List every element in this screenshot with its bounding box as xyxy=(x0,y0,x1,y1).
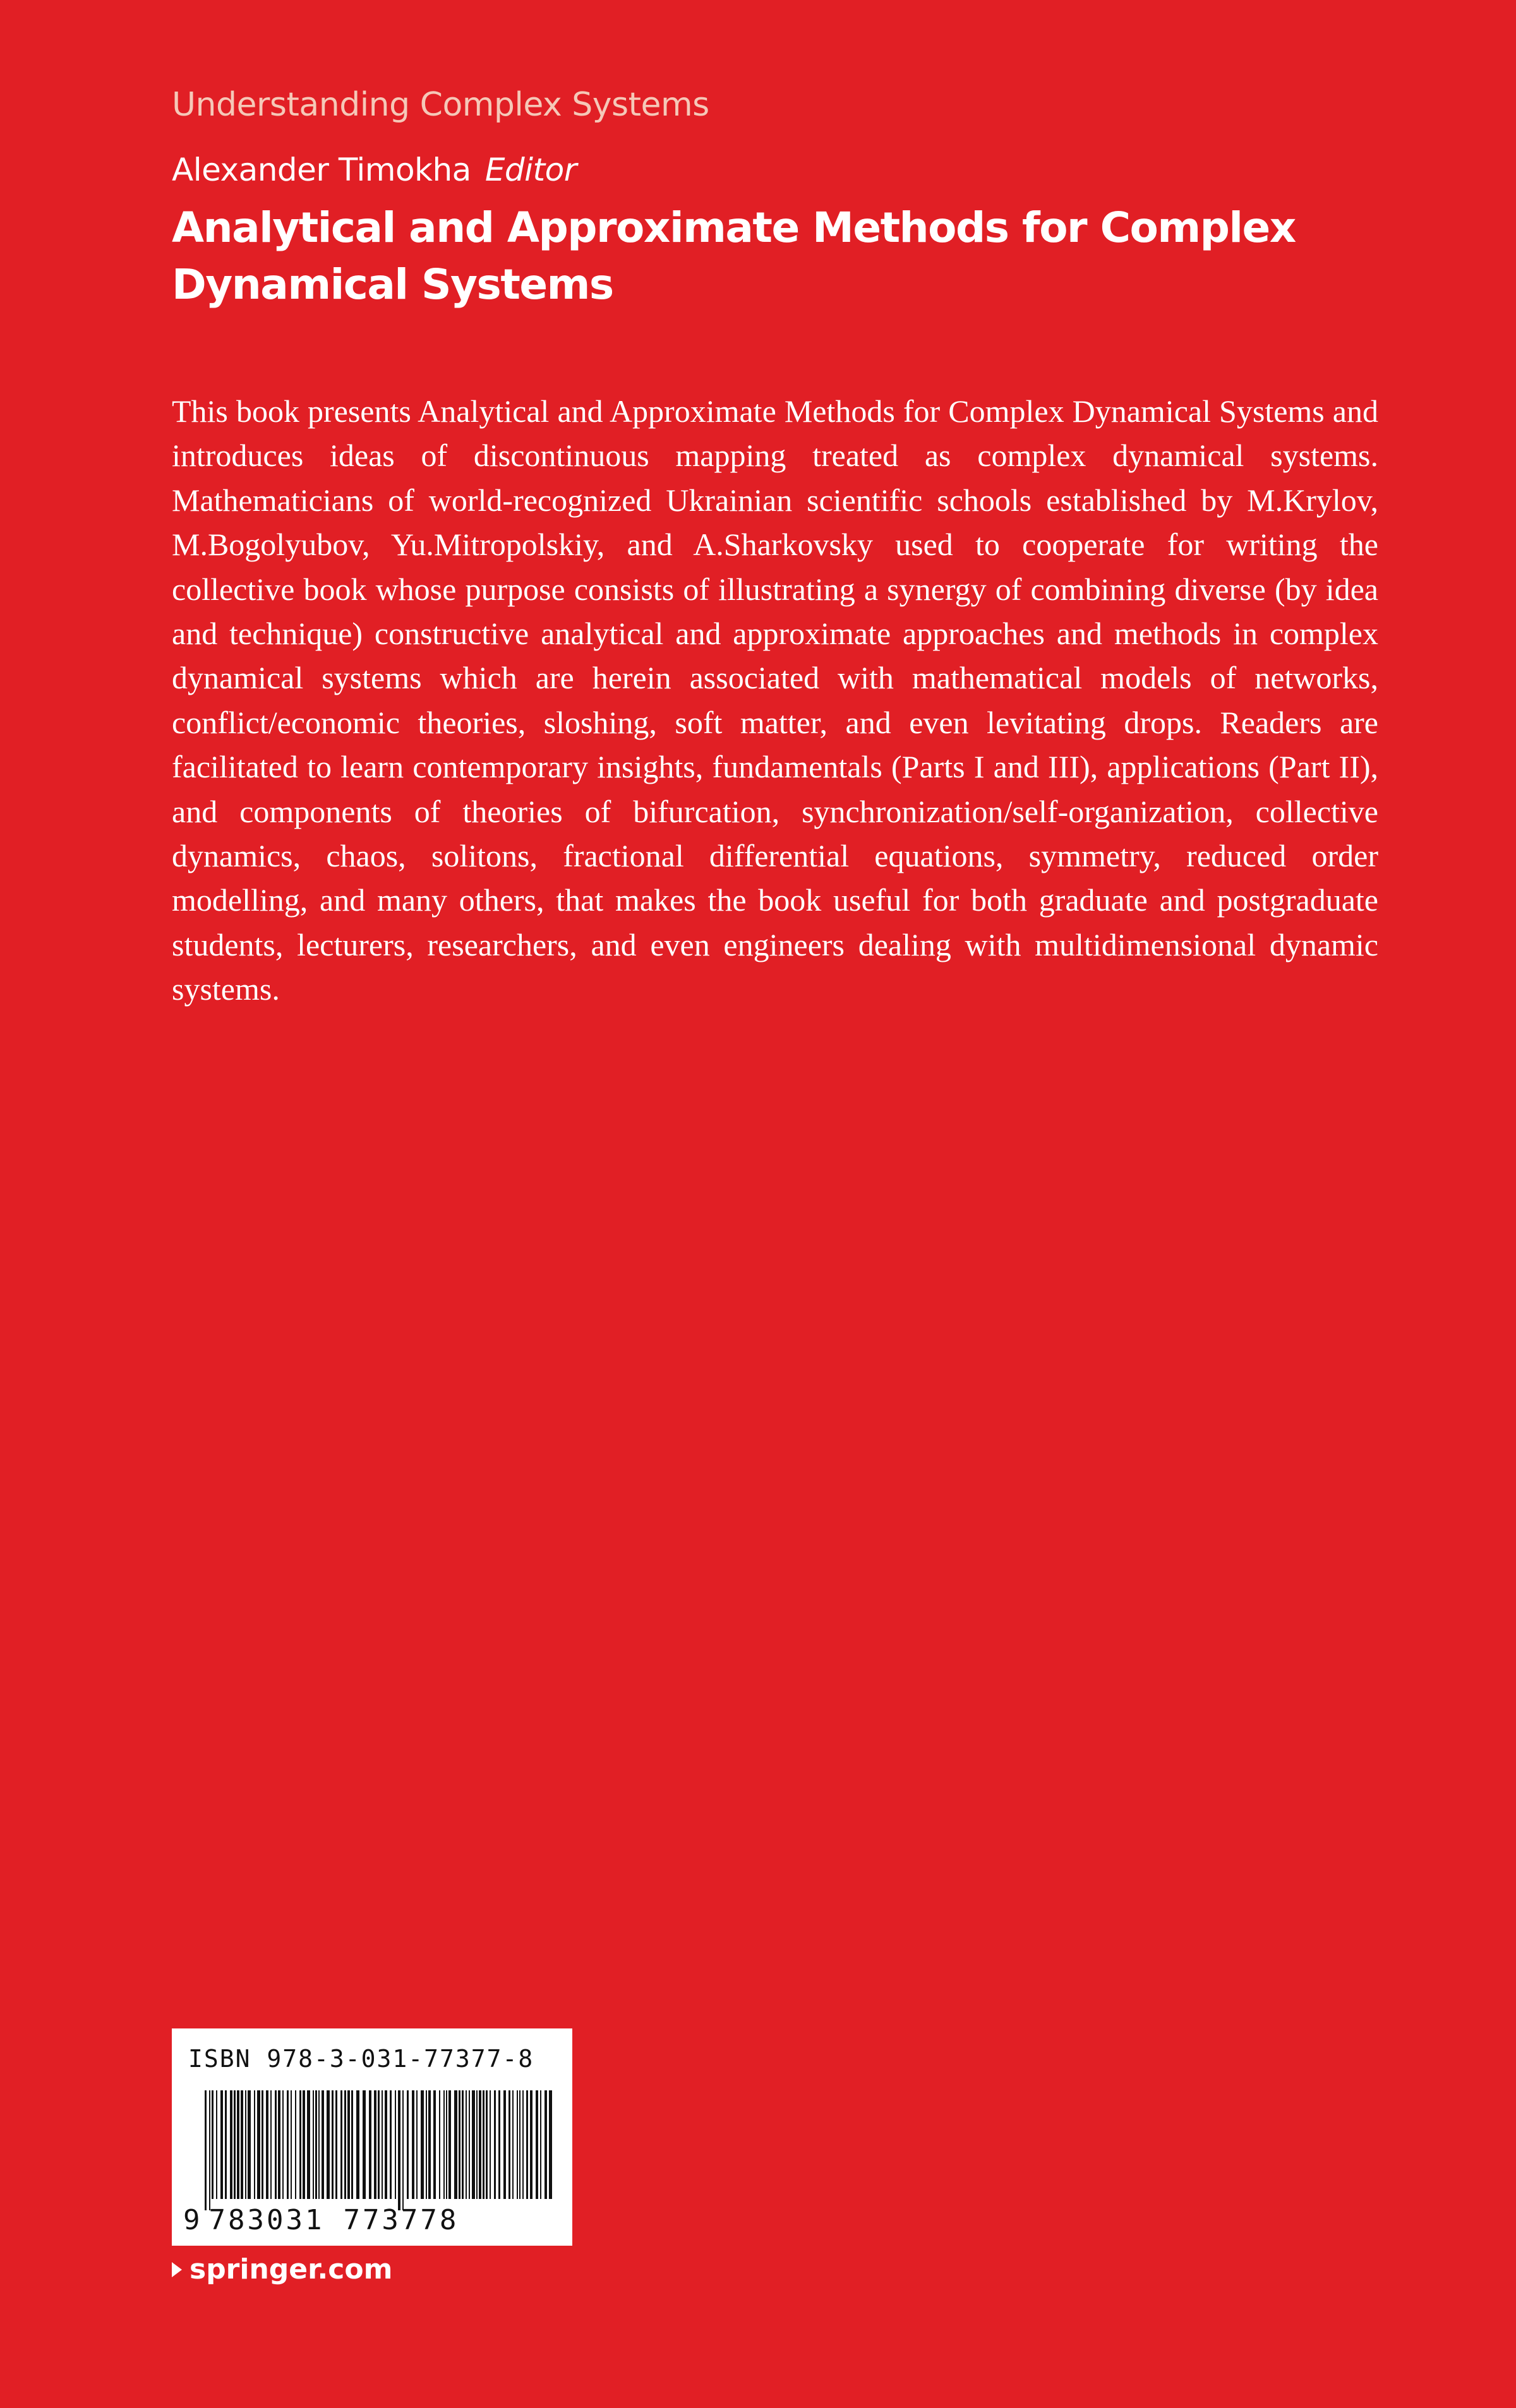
book-description: This book presents Analytical and Approximate Methods for Complex Dynamical Systems and introduces ideas of discontinuous mapping treated as complex dynamical systems. Mathematicians of world-recognized Ukrainian scientific schools established by M.Krylov, M.Bogolyubov, Yu.Mitropolskiy, and A.Sharkovsky used to cooperate for writing the collective book whose purpose consists of illustrating a synergy of combining diverse (by idea and technique) constructive analytical and approximate approaches and methods in complex dynamical systems which are herein associated with mathematical models of networks, conflict/economic theories, sloshing, soft matter, and even levitating drops. Readers are facilitated to learn contemporary insights, fundamentals (Parts I and III), applications (Part II), and components of theories of bifurcation, synchronization/self-organization, collective dynamics, chaos, solitons, fractional differential equations, symmetry, reduced order modelling, and many others, that makes the book useful for both graduate and postgraduate students, lecturers, researchers, and even engineers dealing with multidimensional dynamic systems. xyxy=(172,393,1378,1007)
barcode-right-group: 773778 xyxy=(343,2204,459,2236)
barcode-digits xyxy=(183,2204,459,2236)
arrow-right-icon xyxy=(172,2262,182,2277)
barcode-left-group: 783031 xyxy=(208,2204,325,2236)
book-title: Analytical and Approximate Methods for Complex Dynamical Systems xyxy=(172,203,1296,309)
website-link[interactable] xyxy=(172,2253,392,2285)
barcode-lead-digit: 9 xyxy=(183,2204,200,2236)
editor-name: Alexander Timokha xyxy=(172,152,471,188)
website-label: springer.com xyxy=(190,2253,393,2285)
barcode-box xyxy=(172,2028,572,2246)
barcode-icon xyxy=(183,2090,561,2210)
isbn-label: ISBN 978-3-031-77377-8 xyxy=(188,2045,534,2073)
editor-line xyxy=(172,152,577,188)
editor-role: Editor xyxy=(484,152,577,188)
series-name: Understanding Complex Systems xyxy=(172,86,709,124)
